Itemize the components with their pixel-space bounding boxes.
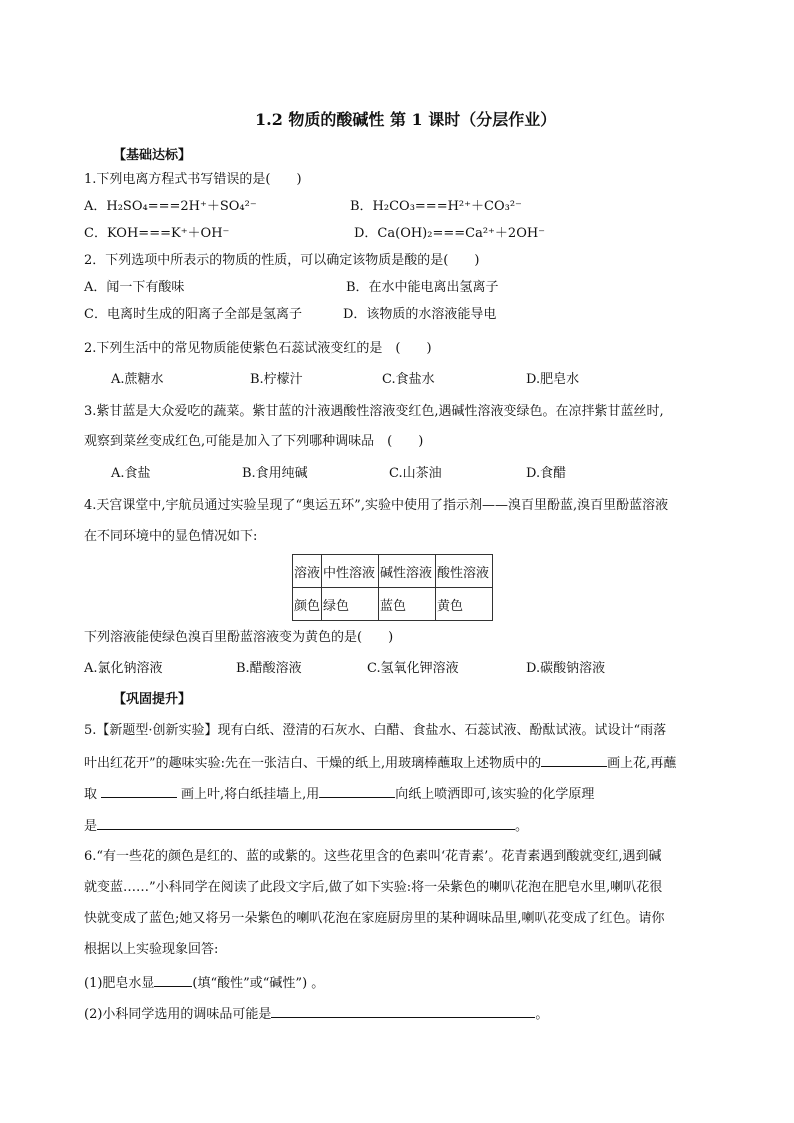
q6-sub1-tail: (填“酸性”或“碱性”) 。 <box>192 976 325 991</box>
indicator-color-table <box>292 554 493 621</box>
page-title: 1.2 物质的酸碱性 第 1 课时（分层作业） <box>255 110 557 129</box>
section-advanced-heading: 【巩固提升】 <box>113 692 192 707</box>
q5-line4-text: 是 <box>84 819 98 834</box>
q2b-stem: 2.下列生活中的常见物质能使紫色石蕊试液变红的是 ( ) <box>84 341 432 356</box>
q3-line2: 观察到菜丝变成红色,可能是加入了下列哪种调味品 ( ) <box>84 434 424 449</box>
q3-option-d: D.食醋 <box>526 466 567 481</box>
q4-line1: 4.天宫课堂中,宇航员通过实验呈现了“奥运五环”,实验中使用了指示剂——溴百里酚蓝,溴百里酚蓝溶液 <box>84 498 669 513</box>
q1-option-a: A．H₂SO₄===2H⁺＋SO₄²⁻ <box>84 199 257 214</box>
q4-option-b: B.醋酸溶液 <box>236 661 302 676</box>
q6-sub2-text: (2)小科同学选用的调味品可能是 <box>84 1007 272 1022</box>
table-cell: 溶液 <box>293 555 322 588</box>
q2b-option-a: A.蔗糖水 <box>111 372 164 387</box>
q4-option-a: A.氯化钠溶液 <box>84 661 163 676</box>
q5-answer-blank-3[interactable] <box>319 785 395 798</box>
q4-line2: 在不同环境中的显色情况如下: <box>84 529 258 544</box>
q2b-option-d: D.肥皂水 <box>526 372 580 387</box>
section-basic-heading: 【基础达标】 <box>113 148 192 163</box>
q5-answer-blank-1[interactable] <box>541 754 607 767</box>
q6-answer-blank-1[interactable] <box>154 974 192 987</box>
q6-answer-blank-2[interactable] <box>271 1005 535 1018</box>
table-cell: 蓝色 <box>379 588 436 621</box>
q5-line2-tail: 画上花,再蘸 <box>607 756 677 771</box>
table-cell: 黄色 <box>436 588 493 621</box>
q2-option-c: C．电离时生成的阳离子全部是氢离子 <box>84 307 302 322</box>
q5-line3-mid: 画上叶,将白纸挂墙上,用 <box>181 787 320 802</box>
q1-stem: 1.下列电离方程式书写错误的是( ) <box>84 172 302 187</box>
q4-stem: 下列溶液能使绿色溴百里酚蓝溶液变为黄色的是( ) <box>84 630 394 645</box>
table-header-row <box>293 555 493 588</box>
q3-option-a: A.食盐 <box>111 466 151 481</box>
q1-option-b: B．H₂CO₃===H²⁺＋CO₃²⁻ <box>350 199 522 214</box>
q5-line4-tail: 。 <box>515 819 529 834</box>
q1-option-d: D．Ca(OH)₂===Ca²⁺＋2OH⁻ <box>354 226 546 241</box>
q4-option-d: D.碳酸钠溶液 <box>526 661 606 676</box>
table-cell: 中性溶液 <box>322 555 379 588</box>
q2b-option-b: B.柠檬汁 <box>250 372 303 387</box>
q2-option-a: A．闻一下有酸味 <box>84 280 185 295</box>
table-cell: 碱性溶液 <box>379 555 436 588</box>
q1-option-c: C．KOH===K⁺＋OH⁻ <box>84 226 230 241</box>
q4-option-c: C.氢氧化钾溶液 <box>367 661 459 676</box>
q3-line1: 3.紫甘蓝是大众爱吃的蔬菜。紫甘蓝的汁液遇酸性溶液变红色,遇碱性溶液变绿色。在凉拌紫甘蓝丝时, <box>84 404 664 419</box>
q5-line3-tail: 向纸上喷洒即可,该实验的化学原理 <box>395 787 595 802</box>
q6-sub2-tail: 。 <box>535 1007 549 1022</box>
q6-sub1-text: (1)肥皂水显 <box>84 976 155 991</box>
q6-sub1 <box>84 974 324 992</box>
q3-option-b: B.食用纯碱 <box>242 466 308 481</box>
q3-option-c: C.山茶油 <box>389 466 442 481</box>
q2b-option-c: C.食盐水 <box>382 372 435 387</box>
q5-line2-text: 叶出红花开”的趣味实验:先在一张洁白、干燥的纸上,用玻璃棒蘸取上述物质中的 <box>84 756 542 771</box>
table-cell: 颜色 <box>293 588 322 621</box>
q6-line3: 快就变成了蓝色;她又将另一朵紫色的喇叭花泡在家庭厨房里的某种调味品里,喇叭花变成了红色。请你 <box>84 911 665 926</box>
q6-line2: 就变蓝……”小科同学在阅读了此段文字后,做了如下实验:将一朵紫色的喇叭花泡在肥皂水里,喇叭花很 <box>84 880 663 895</box>
q6-sub2 <box>84 1005 548 1023</box>
q5-line4 <box>84 817 528 835</box>
q5-answer-blank-2[interactable] <box>101 785 177 798</box>
q2-option-b: B．在水中能电离出氢离子 <box>346 280 499 295</box>
table-row <box>293 588 493 621</box>
q5-line1: 5.【新题型·创新实验】现有白纸、澄清的石灰水、白醋、食盐水、石蕊试液、酚酞试液。试设计“雨落 <box>84 723 667 738</box>
q6-line4: 根据以上实验现象回答: <box>84 942 219 957</box>
table-cell: 绿色 <box>322 588 379 621</box>
q2-stem: 2．下列选项中所表示的物质的性质，可以确定该物质是酸的是( ) <box>84 253 480 268</box>
q5-line3-text: 取 <box>84 787 98 802</box>
q5-line3 <box>84 785 594 803</box>
table-cell: 酸性溶液 <box>436 555 493 588</box>
q5-line2 <box>84 754 676 772</box>
q6-line1: 6.“有一些花的颜色是红的、蓝的或紫的。这些花里含的色素叫‘花青素’。花青素遇到酸就变红,遇到碱 <box>84 849 662 864</box>
q2-option-d: D．该物质的水溶液能导电 <box>343 307 497 322</box>
q5-answer-blank-4[interactable] <box>97 817 515 830</box>
